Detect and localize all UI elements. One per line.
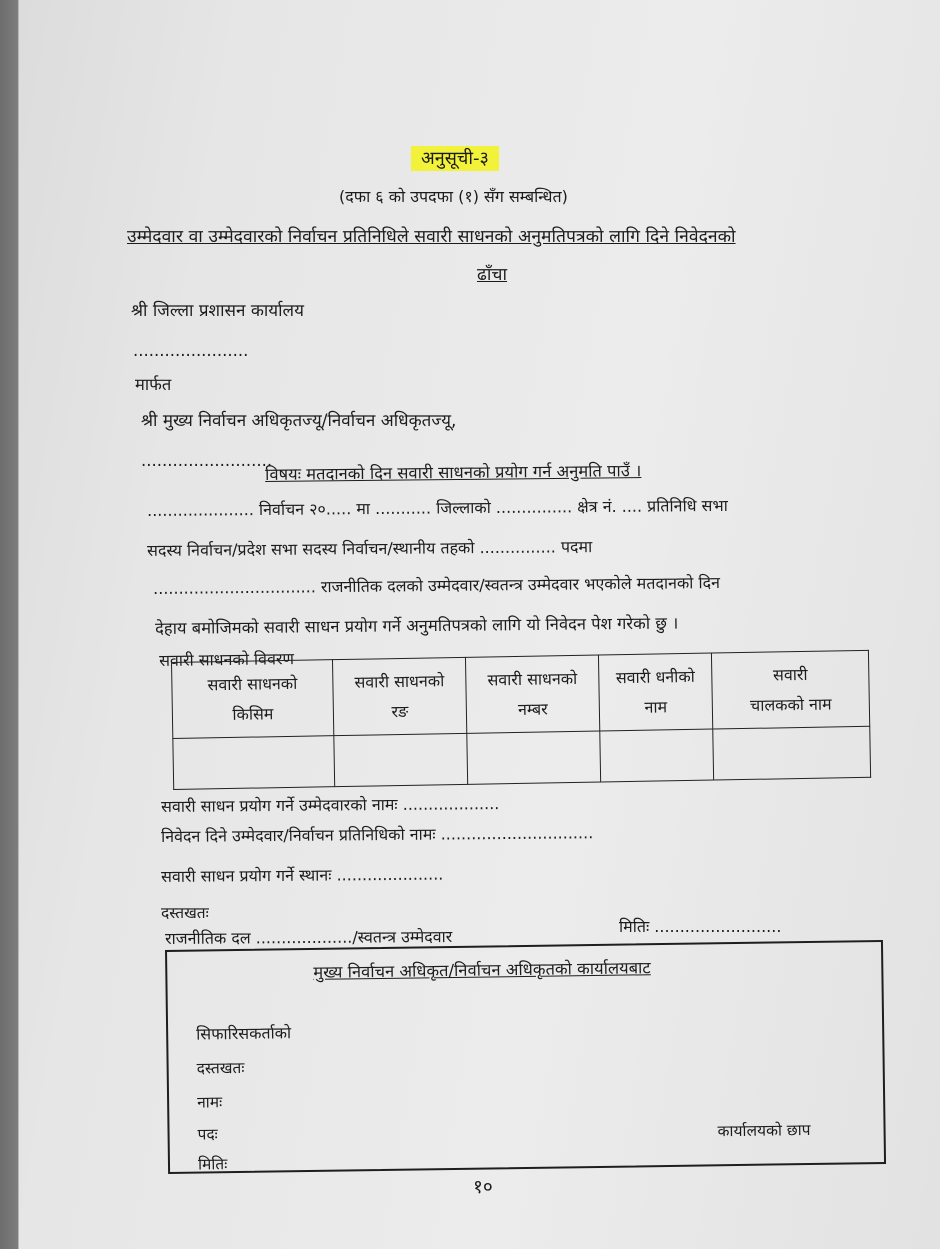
office-box-signature: दस्तखतः xyxy=(196,1058,245,1078)
table-row xyxy=(173,727,871,790)
cell-driver-name[interactable] xyxy=(713,727,871,780)
office-box-name: नामः xyxy=(197,1093,223,1112)
field-user-name: सवारी साधन प्रयोग गर्ने उम्मेदवारको नामः ................... xyxy=(161,794,500,816)
header-driver-name-line1: सवारी xyxy=(772,664,808,685)
subtitle: (दफा ६ को उपदफा (१) सँग सम्बन्धित) xyxy=(339,187,568,206)
body-line-1: ..................... निर्वाचन २०..... मा ........... जिल्लाको ............... क्षेत्र नं. .... प्रतिनिधि सभा xyxy=(147,495,728,520)
header-vehicle-type-line2: किसिम xyxy=(232,703,274,724)
header-vehicle-type-line1: सवारी साधनको xyxy=(207,673,298,695)
table-header-row xyxy=(172,650,870,739)
header-driver-name xyxy=(711,650,869,729)
office-box-date: मितिः xyxy=(197,1155,228,1174)
cell-owner-name[interactable] xyxy=(600,729,714,782)
header-vehicle-number xyxy=(465,655,599,734)
office-recommendation-box xyxy=(165,940,886,1174)
via-label: मार्फत xyxy=(135,375,172,394)
header-vehicle-color-line1: सवारी साधनको xyxy=(354,670,445,692)
header-vehicle-color-line2: रङ xyxy=(391,701,409,721)
party-line: राजनीतिक दल .................../स्वतन्त्र उम्मेदवार xyxy=(165,926,453,948)
field-applicant-name: निवेदन दिने उम्मेदवार/निर्वाचन प्रतिनिधिको नामः .............................. xyxy=(161,823,594,846)
table-caption: सवारी साधनको विवरण xyxy=(159,649,295,670)
header-driver-name-line2: चालकको नाम xyxy=(749,694,832,715)
header-owner-name-line1: सवारी धनीको xyxy=(615,666,695,687)
office-box-recommender: सिफारिसकर्ताको xyxy=(196,1023,292,1044)
form-title-line2: ढाँचा xyxy=(477,265,508,285)
body-line-3: ................................ राजनीतिक दलको उम्मेदवार/स्वतन्त्र उम्मेदवार भएकोले मतदानको दिन xyxy=(153,573,721,598)
subject-line: विषयः मतदानको दिन सवारी साधनको प्रयोग गर्न अनुमति पाउँ । xyxy=(265,461,642,484)
header-vehicle-number-line2: नम्बर xyxy=(517,699,548,719)
cell-vehicle-color[interactable] xyxy=(334,734,468,787)
officer-dots: ......................... xyxy=(141,451,273,470)
document-page xyxy=(18,0,940,1249)
office-box-heading: मुख्य निर्वाचन अधिकृत/निर्वाचन अधिकृतको कार्यालयबाट xyxy=(313,958,651,982)
header-vehicle-type xyxy=(172,660,334,739)
addressee-dots: ...................... xyxy=(133,341,249,360)
signature-label: दस्तखतः xyxy=(161,904,209,922)
office-box-post: पदः xyxy=(197,1125,218,1144)
header-owner-name-line2: नाम xyxy=(644,697,668,717)
cell-vehicle-number[interactable] xyxy=(467,731,601,784)
schedule-label-highlight: अनुसूची-३ xyxy=(411,146,499,171)
page-number: १० xyxy=(473,1176,493,1198)
vehicle-details-table xyxy=(171,650,871,790)
header-vehicle-color xyxy=(332,657,466,736)
date-line: मितिः ......................... xyxy=(619,917,782,936)
schedule-label xyxy=(411,148,499,170)
body-line-2: सदस्य निर्वाचन/प्रदेश सभा सदस्य निर्वाचन/स्थानीय तहको ............... पदमा xyxy=(147,537,593,560)
header-owner-name xyxy=(598,653,712,731)
form-title-line1: उम्मेदवार वा उम्मेदवारको निर्वाचन प्रतिनिधिले सवारी साधनको अनुमतिपत्रको लागि दिने निवेदनको xyxy=(127,227,736,247)
field-place: सवारी साधन प्रयोग गर्ने स्थानः ..................... xyxy=(161,864,444,886)
via-officer: श्री मुख्य निर्वाचन अधिकृतज्यू/निर्वाचन अधिकृतज्यू, xyxy=(141,411,457,431)
body-line-4: देहाय बमोजिमको सवारी साधन प्रयोग गर्ने अनुमतिपत्रको लागि यो निवेदन पेश गरेको छु । xyxy=(155,613,679,638)
addressee: श्री जिल्ला प्रशासन कार्यालय xyxy=(131,301,304,321)
office-box-stamp: कार्यालयको छाप xyxy=(717,1121,811,1141)
header-vehicle-number-line1: सवारी साधनको xyxy=(487,668,578,690)
cell-vehicle-type[interactable] xyxy=(173,736,335,789)
